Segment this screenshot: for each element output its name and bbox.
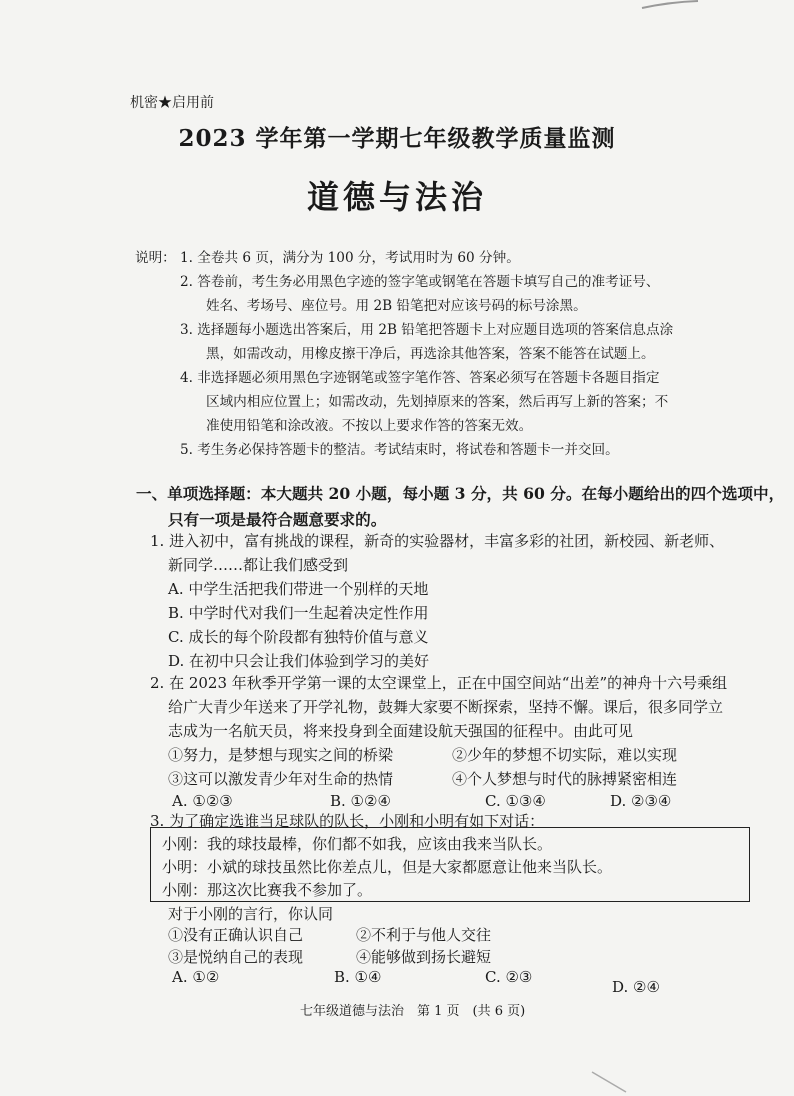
dialog-line: 小刚：我的球技最棒，你们都不如我，应该由我来当队长。	[162, 835, 553, 853]
question-3-choice-b: B. ①④	[334, 968, 382, 986]
question-3-choice-a: A. ①②	[172, 968, 220, 986]
page-footer: 七年级道德与法治 第 1 页 (共 6 页)	[300, 1004, 526, 1019]
question-2-stem-cont: 志成为一名航天员，将来投身到全面建设航天强国的征程中。由此可见	[168, 722, 634, 740]
question-1-option-c: C. 成长的每个阶段都有独特价值与意义	[168, 628, 429, 646]
section-heading-cont: 只有一项是最符合题意要求的。	[168, 510, 387, 529]
subject-title: 道德与法治	[306, 178, 487, 216]
scan-artifact	[640, 0, 700, 10]
exam-title: 2023 学年第一学期七年级教学质量监测	[178, 125, 616, 152]
question-3-item-1: ①没有正确认识自己	[168, 926, 304, 944]
question-1-stem-cont: 新同学……都让我们感受到	[168, 556, 349, 574]
dialog-line: 小明：小斌的球技虽然比你差点儿，但是大家都愿意让他来当队长。	[162, 858, 613, 876]
question-1-option-a: A. 中学生活把我们带进一个别样的天地	[168, 580, 429, 598]
note-item: 区域内相应位置上；如需改动，先划掉原来的答案，然后再写上新的答案；不	[206, 394, 669, 410]
question-1-option-b: B. 中学时代对我们一生起着决定性作用	[168, 604, 429, 622]
dialog-line: 小刚：那这次比赛我不参加了。	[162, 881, 373, 899]
note-item: 5. 考生务必保持答题卡的整洁。考试结束时，将试卷和答题卡一并交回。	[180, 442, 619, 458]
question-3-prompt: 对于小刚的言行，你认同	[168, 905, 334, 923]
confidential-label: 机密★启用前	[130, 95, 214, 111]
question-2-item-1: ①努力，是梦想与现实之间的桥梁	[168, 746, 394, 764]
note-item: 4. 非选择题必须用黑色字迹钢笔或签字笔作答、答案必须写在答题卡各题目指定	[180, 370, 660, 386]
question-2-item-4: ④个人梦想与时代的脉搏紧密相连	[452, 770, 678, 788]
question-1-stem: 1. 进入初中，富有挑战的课程，新奇的实验器材，丰富多彩的社团，新校园、新老师、	[150, 532, 725, 550]
note-item: 姓名、考场号、座位号。用 2B 铅笔把对应该号码的标号涂黑。	[206, 298, 587, 314]
note-item: 准使用铅笔和涂改液。不按以上要求作答的答案无效。	[206, 418, 533, 434]
question-2-choice-b: B. ①②④	[330, 792, 391, 810]
question-2-choice-a: A. ①②③	[172, 792, 233, 810]
question-2-stem: 2. 在 2023 年秋季开学第一课的太空课堂上，正在中国空间站“出差”的神舟十六号乘组	[150, 674, 728, 692]
question-3-choice-d: D. ②④	[612, 978, 660, 996]
note-item: 1. 全卷共 6 页，满分为 100 分，考试用时为 60 分钟。	[180, 250, 520, 266]
question-3-stem: 3. 为了确定选谁当足球队的队长，小刚和小明有如下对话：	[150, 812, 545, 830]
question-2-item-3: ③这可以激发青少年对生命的热情	[168, 770, 394, 788]
question-2-item-2: ②少年的梦想不切实际，难以实现	[452, 746, 678, 764]
note-item: 黑，如需改动，用橡皮擦干净后，再选涂其他答案，答案不能答在试题上。	[206, 346, 655, 362]
question-1-option-d: D. 在初中只会让我们体验到学习的美好	[168, 652, 430, 670]
note-item: 3. 选择题每小题选出答案后，用 2B 铅笔把答题卡上对应题目选项的答案信息点涂	[180, 322, 674, 338]
question-3-item-3: ③是悦纳自己的表现	[168, 948, 304, 966]
question-3-item-2: ②不利于与他人交往	[356, 926, 492, 944]
question-2-choice-c: C. ①③④	[485, 792, 546, 810]
notes-label: 说明：	[135, 250, 176, 266]
section-heading: 一、单项选择题：本大题共 20 小题，每小题 3 分，共 60 分。在每小题给出的四个选项中，	[136, 484, 785, 503]
scan-artifact	[590, 1070, 630, 1096]
question-3-item-4: ④能够做到扬长避短	[356, 948, 492, 966]
question-2-choice-d: D. ②③④	[610, 792, 672, 810]
question-2-stem-cont: 给广大青少年送来了开学礼物，鼓舞大家要不断探索，坚持不懈。课后，很多同学立	[168, 698, 724, 716]
note-item: 2. 答卷前，考生务必用黑色字迹的签字笔或钢笔在答题卡填写自己的准考证号、	[180, 274, 660, 290]
question-3-choice-c: C. ②③	[485, 968, 533, 986]
